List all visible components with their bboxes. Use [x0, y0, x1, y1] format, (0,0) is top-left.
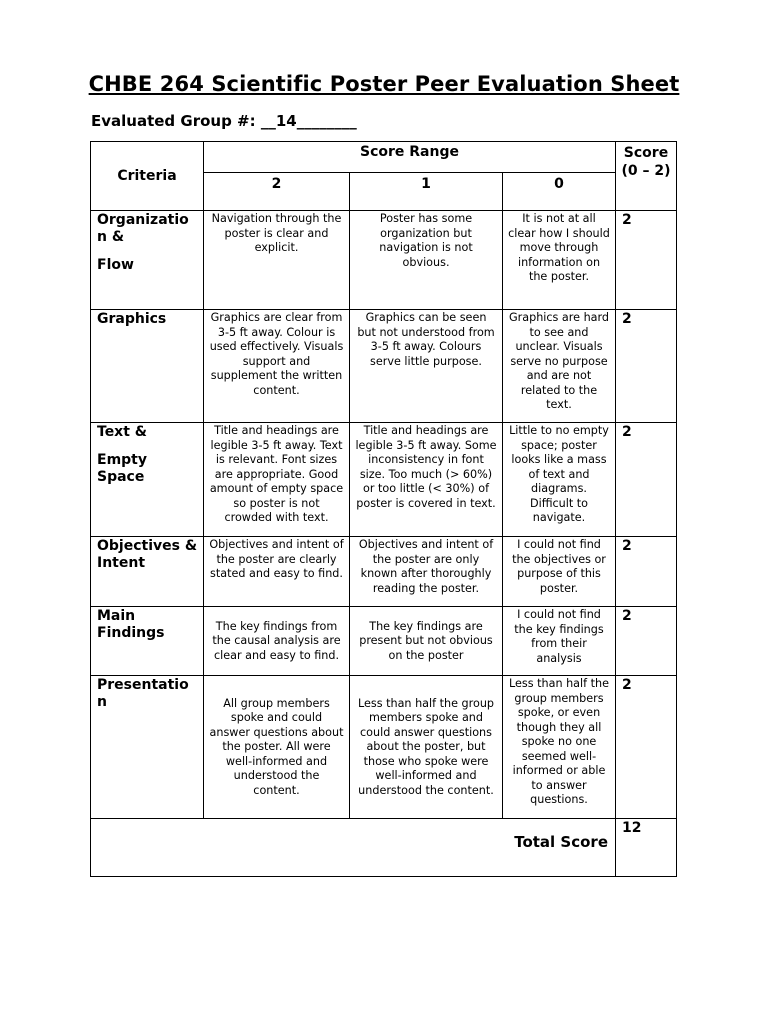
criterion-label: Presentatio n [97, 677, 189, 710]
descriptor-cell: Navigation through the poster is clear and explicit. [204, 211, 350, 310]
score-cell: 2 [616, 310, 677, 423]
table-row [91, 310, 677, 423]
score-cell: 2 [616, 211, 677, 310]
descriptor-cell: Less than half the group members spoke and could answer questions about the poster, but those who spoke were well-informed and understood the content. [350, 676, 503, 819]
page-title: CHBE 264 Scientific Poster Peer Evaluation Sheet [88, 72, 680, 96]
criterion-label: Objectives & Intent [97, 538, 198, 571]
criteria-header: Criteria [91, 142, 204, 211]
descriptor-cell: Objectives and intent of the poster are only known after thoroughly reading the poster. [350, 537, 503, 607]
score-range-header: Score Range [204, 142, 616, 173]
score-cell: 2 [616, 423, 677, 537]
level-1-header: 1 [350, 173, 503, 211]
descriptor-cell: Objectives and intent of the poster are clearly stated and easy to find. [204, 537, 350, 607]
evaluated-group-line: Evaluated Group #: __14________ [91, 112, 357, 130]
criterion-cell [91, 211, 204, 310]
descriptor-cell: Poster has some organization but navigation is not obvious. [350, 211, 503, 310]
descriptor-cell: All group members spoke and could answer questions about the poster. All were well-informed and understood the content. [204, 676, 350, 819]
descriptor-cell: Title and headings are legible 3-5 ft away. Some inconsistency in font size. Too much (> 60%) or too little (< 30%) of poster is covered in text. [350, 423, 503, 537]
score-header: Score (0 – 2) [616, 142, 677, 211]
descriptor-cell: I could not find the key findings from their analysis [503, 607, 616, 676]
criterion-cell [91, 607, 204, 676]
descriptor-cell: Less than half the group members spoke, or even though they all spoke no one seemed well-informed or able to answer questions. [503, 676, 616, 819]
criterion-label: Text & [97, 424, 147, 440]
descriptor-cell: Graphics are hard to see and unclear. Visuals serve no purpose and are not related to the text. [503, 310, 616, 423]
score-cell: 2 [616, 537, 677, 607]
criterion-label: Flow [97, 257, 134, 273]
total-score-label: Total Score [91, 819, 616, 877]
table-row [91, 423, 677, 537]
criterion-label: Graphics [97, 311, 167, 327]
descriptor-cell: Graphics are clear from 3-5 ft away. Colour is used effectively. Visuals support and supplement the written content. [204, 310, 350, 423]
descriptor-cell: The key findings from the causal analysis are clear and easy to find. [204, 607, 350, 676]
score-cell: 2 [616, 607, 677, 676]
level-0-header: 0 [503, 173, 616, 211]
level-2-header: 2 [204, 173, 350, 211]
score-cell: 2 [616, 676, 677, 819]
criterion-cell [91, 423, 204, 537]
criterion-cell [91, 676, 204, 819]
table-row [91, 537, 677, 607]
descriptor-cell: It is not at all clear how I should move through information on the poster. [503, 211, 616, 310]
criterion-cell [91, 310, 204, 423]
table-row [91, 676, 677, 819]
descriptor-cell: Title and headings are legible 3-5 ft away. Text is relevant. Font sizes are appropriate. Good amount of empty space so poster is not crowded with text. [204, 423, 350, 537]
criterion-label: Organizatio n & [97, 212, 189, 245]
criterion-cell [91, 537, 204, 607]
evaluation-table [90, 141, 677, 877]
table-row [91, 211, 677, 310]
descriptor-cell: I could not find the objectives or purpose of this poster. [503, 537, 616, 607]
total-score-value: 12 [616, 819, 677, 877]
table-row [91, 607, 677, 676]
total-row [91, 819, 677, 877]
criterion-label: Empty Space [97, 452, 147, 485]
descriptor-cell: Graphics can be seen but not understood from 3-5 ft away. Colours serve little purpose. [350, 310, 503, 423]
descriptor-cell: The key findings are present but not obvious on the poster [350, 607, 503, 676]
descriptor-cell: Little to no empty space; poster looks like a mass of text and diagrams. Difficult to navigate. [503, 423, 616, 537]
criterion-label: Main Findings [97, 608, 165, 641]
